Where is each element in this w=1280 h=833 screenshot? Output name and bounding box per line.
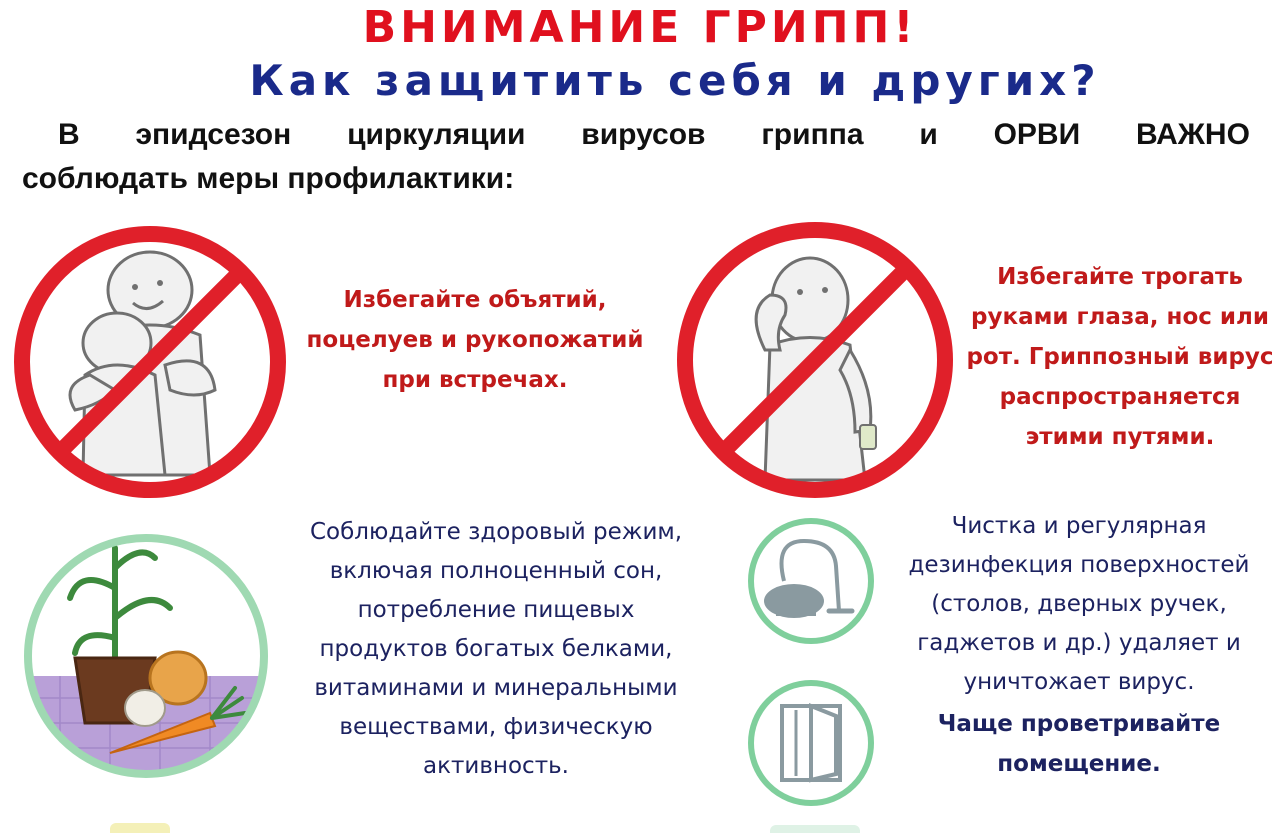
healthy-food-icon <box>20 528 272 783</box>
intro-word: и <box>919 118 938 151</box>
no-face-touching-icon <box>665 220 965 500</box>
intro-word: вирусов <box>581 118 706 151</box>
intro-word: эпидсезон <box>135 118 292 151</box>
page-title: ВНИМАНИЕ ГРИПП! <box>362 2 918 53</box>
cropped-bottom-decor <box>770 825 860 833</box>
intro-line-1 <box>58 118 1250 152</box>
intro-word: ОРВИ <box>993 118 1081 151</box>
page-subtitle: Как защитить себя и других? <box>249 56 1101 105</box>
vacuum-cleaner-icon <box>744 516 878 646</box>
tip-avoid-hugs: Избегайте объятий, поцелуев и рукопожатий при встречах. <box>306 287 644 393</box>
tip-ventilate-room: Чаще проветривайте помещение. <box>937 711 1221 777</box>
intro-line-2: соблюдать меры профилактики: <box>22 162 515 195</box>
intro-word: ВАЖНО <box>1135 118 1250 151</box>
tip-surface-cleaning: Чистка и регулярная дезинфекция поверхностей (столов, дверных ручек, гаджетов и др.) удаляет и уничтожает вирус. <box>908 513 1250 695</box>
intro-word: гриппа <box>761 118 864 151</box>
no-hugging-icon <box>5 225 295 500</box>
intro-word: циркуляции <box>347 118 526 151</box>
tip-avoid-touching-face: Избегайте трогать руками глаза, нос или рот. Гриппозный вирус распространяется этими путями. <box>966 264 1274 450</box>
tip-healthy-lifestyle: Соблюдайте здоровый режим, включая полноценный сон, потребление пищевых продуктов богатых белками, витаминами и минеральными веществами, физическую активность. <box>309 519 683 779</box>
intro-word: В <box>58 118 80 151</box>
open-window-icon <box>744 678 878 808</box>
cropped-bottom-decor <box>110 823 170 833</box>
